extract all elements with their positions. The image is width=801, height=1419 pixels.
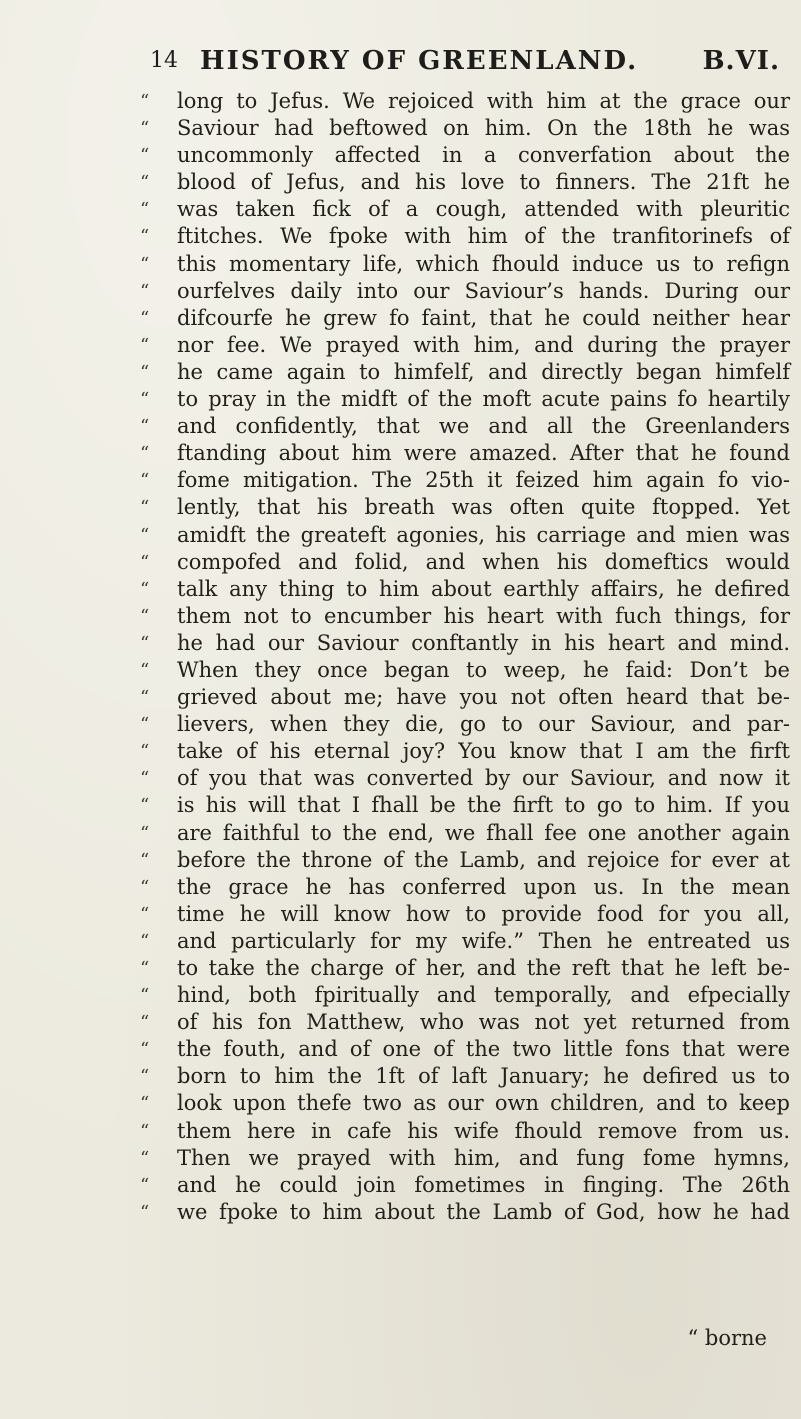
quotation-mark: “: [140, 958, 150, 979]
page-number: 14: [150, 48, 178, 73]
line-text: look upon thefe two as our own children, and to keep: [177, 1091, 790, 1116]
line-text: before the throne of the Lamb, and rejoice for ever at: [177, 847, 790, 872]
quotation-mark: “: [140, 91, 150, 112]
line-text: long to Jefus. We rejoiced with him at the grace our: [177, 89, 790, 113]
text-line: [140, 440, 790, 467]
line-text: uncommonly affected in a converfation about the: [177, 143, 790, 168]
line-text: is his will that I fhall be the firft to go to him. If you: [177, 793, 790, 818]
text-line: [140, 1090, 790, 1117]
quotation-mark: “: [140, 172, 150, 194]
line-text: he had our Saviour conftantly in his heart and mind.: [177, 630, 790, 655]
line-text: this momentary life, which fhould induce us to refign: [177, 251, 790, 276]
quotation-mark: “: [140, 389, 150, 411]
line-text: fome mitigation. The 25th it feized him again fo vio-: [177, 468, 790, 493]
line-text: ourfelves daily into our Saviour’s hands. During our: [177, 278, 790, 303]
quotation-mark: “: [140, 741, 150, 763]
text-line: [140, 1172, 790, 1199]
quotation-mark: “: [140, 795, 150, 817]
text-line: [140, 359, 790, 386]
line-text: are faithful to the end, we fhall fee one another again: [177, 820, 790, 845]
text-line: [140, 738, 790, 765]
quotation-mark: “: [140, 1012, 150, 1034]
text-line: [140, 522, 790, 549]
quotation-mark: “: [140, 416, 150, 438]
line-text: and he could join fometimes in finging. The 26th: [177, 1172, 790, 1197]
line-text: amidft the greateft agonies, his carriage and mien was: [177, 522, 790, 547]
line-text: grieved about me; have you not often heard that be-: [177, 685, 790, 710]
line-text: lently, that his breath was often quite ftopped. Yet: [177, 495, 790, 520]
quotation-mark: “: [140, 361, 150, 383]
line-text: Then we prayed with him, and fung fome hymns,: [177, 1145, 790, 1170]
text-line: [140, 765, 790, 792]
text-line: [140, 657, 790, 684]
running-head: HISTORY OF GREENLAND.: [200, 46, 639, 76]
text-line: [140, 332, 790, 359]
text-line: [140, 928, 790, 955]
quotation-mark: “: [140, 307, 150, 329]
text-line: [140, 1063, 790, 1090]
text-line: [140, 251, 790, 278]
quotation-mark: “: [140, 1039, 150, 1061]
text-line: [140, 792, 790, 819]
quotation-mark: “: [140, 659, 150, 681]
line-text: nor fee. We prayed with him, and during the prayer: [177, 332, 790, 357]
line-text: compofed and folid, and when his domeftics would: [177, 549, 790, 574]
line-text: them not to encumber his heart with fuch things, for: [177, 603, 790, 628]
quotation-mark: “: [140, 822, 150, 844]
text-line: [140, 630, 790, 657]
text-line: [140, 1009, 790, 1036]
quotation-mark: “: [140, 497, 150, 519]
line-text: difcourfe he grew fo faint, that he could neither hear: [177, 305, 790, 330]
line-text: and particularly for my wife.” Then he entreated us: [177, 928, 790, 953]
quotation-mark: “: [140, 849, 150, 871]
quotation-mark: “: [140, 226, 150, 248]
line-text: to pray in the midft of the moft acute pains fo heartily: [177, 387, 790, 412]
line-text: blood of Jefus, and his love to finners. The 21ft he: [177, 170, 790, 195]
quotation-mark: “: [140, 714, 150, 736]
text-line: [140, 413, 790, 440]
text-line: [140, 901, 790, 928]
line-text: of his fon Matthew, who was not yet returned from: [177, 1010, 790, 1035]
quotation-mark: “: [140, 524, 150, 546]
catchword: “ borne: [687, 1326, 767, 1350]
line-text: Saviour had beftowed on him. On the 18th he was: [177, 116, 790, 141]
quotation-mark: “: [140, 1201, 150, 1223]
text-line: [140, 494, 790, 521]
line-text: ftitches. We fpoke with him of the tranfitorinefs of: [177, 224, 790, 249]
quotation-mark: “: [140, 470, 150, 492]
text-line: [140, 982, 790, 1009]
text-line: [140, 603, 790, 630]
text-line: [140, 196, 790, 223]
quotation-mark: “: [140, 605, 150, 627]
book-reference: B.VI.: [702, 46, 780, 76]
quotation-mark: “: [140, 1174, 150, 1196]
line-text: was taken fick of a cough, attended with pleuritic: [177, 197, 790, 222]
quotation-mark: “: [140, 768, 150, 790]
text-line: [140, 1145, 790, 1172]
line-text: he came again to himfelf, and directly began himfelf: [177, 359, 790, 384]
text-line: [140, 305, 790, 332]
quotation-mark: “: [140, 1093, 150, 1115]
quotation-mark: “: [140, 334, 150, 356]
quotation-mark: “: [140, 985, 150, 1007]
text-line: [140, 874, 790, 901]
text-line: [140, 467, 790, 494]
quotation-mark: “: [140, 1066, 150, 1088]
quotation-mark: “: [140, 443, 150, 465]
quotation-mark: “: [140, 876, 150, 898]
quotation-mark: “: [140, 280, 150, 302]
line-text: time he will know how to provide food for you all,: [177, 901, 790, 926]
text-line: [140, 223, 790, 250]
line-text: When they once began to weep, he faid: Don’t be: [177, 657, 790, 682]
quotation-mark: “: [140, 253, 150, 275]
line-text: hind, both fpiritually and temporally, and efpecially: [177, 983, 790, 1008]
line-text: ftanding about him were amazed. After that he found: [177, 441, 790, 466]
quotation-mark: “: [140, 199, 150, 221]
text-line: [140, 142, 790, 169]
text-line: [140, 169, 790, 196]
line-text: lievers, when they die, go to our Saviour, and par-: [177, 712, 790, 737]
body-text: [140, 88, 790, 1226]
text-line: [140, 711, 790, 738]
line-text: to take the charge of her, and the reft that he left be-: [177, 956, 790, 980]
page-header: [150, 48, 780, 84]
text-line: [140, 549, 790, 576]
text-line: [140, 115, 790, 142]
text-line: [140, 386, 790, 413]
text-line: [140, 278, 790, 305]
quotation-mark: “: [140, 145, 150, 167]
line-text: talk any thing to him about earthly affairs, he defired: [177, 576, 790, 601]
text-line: [140, 576, 790, 603]
text-line: [140, 1199, 790, 1226]
quotation-mark: “: [140, 1147, 150, 1169]
quotation-mark: “: [140, 930, 150, 952]
line-text: we fpoke to him about the Lamb of God, how he had: [177, 1199, 790, 1224]
text-line: [140, 955, 790, 982]
text-line: [140, 820, 790, 847]
line-text: the grace he has conferred upon us. In the mean: [177, 874, 790, 899]
text-line: [140, 88, 790, 115]
text-line: [140, 1118, 790, 1145]
quotation-mark: “: [140, 632, 150, 654]
quotation-mark: “: [140, 578, 150, 600]
text-line: [140, 847, 790, 874]
quotation-mark: “: [140, 903, 150, 925]
line-text: take of his eternal joy? You know that I am the firft: [177, 739, 790, 764]
quotation-mark: “: [140, 1120, 150, 1142]
line-text: born to him the 1ft of laft January; he defired us to: [177, 1064, 790, 1089]
quotation-mark: “: [140, 118, 150, 140]
line-text: the fouth, and of one of the two little fons that were: [177, 1037, 790, 1062]
text-line: [140, 684, 790, 711]
quotation-mark: “: [140, 687, 150, 709]
line-text: them here in cafe his wife fhould remove from us.: [177, 1118, 790, 1143]
line-text: and confidently, that we and all the Greenlanders: [177, 414, 790, 439]
quotation-mark: “: [140, 551, 150, 573]
text-line: [140, 1036, 790, 1063]
line-text: of you that was converted by our Saviour, and now it: [177, 766, 790, 791]
